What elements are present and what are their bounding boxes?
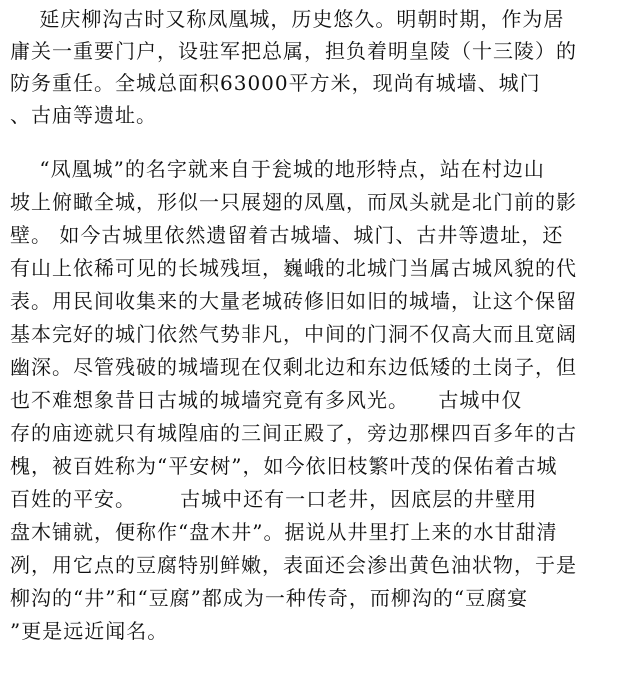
paragraph-1-line-1: 延庆柳沟古时又称凤凰城，历史悠久。明朝时期，作为居 [10, 7, 565, 31]
paragraph-2-line-7: 幽深。尽管残破的城墙现在仅剩北边和东边低矮的土岗子，但 [10, 355, 577, 379]
paragraph-2-line-11: 百姓的平安。 古城中还有一口老井，因底层的井壁用 [10, 487, 538, 511]
paragraph-1-line-2: 庸关一重要门户，设驻军把总属，担负着明皇陵（十三陵）的 [10, 39, 577, 63]
paragraph-1-line-4: 、古庙等遗址。 [10, 103, 157, 127]
paragraph-2-line-3: 壁。 如今古城里依然遗留着古城墙、城门、古井等遗址，还 [10, 223, 564, 247]
paragraph-2-line-1: “凤凰城”的名字就来自于瓮城的地形特点，站在村边山 [10, 157, 545, 181]
paragraph-2-line-13: 冽，用它点的豆腐特别鲜嫩，表面还会渗出黄色油状物，于是 [10, 553, 577, 577]
paragraph-2-line-15: ”更是远近闻名。 [10, 619, 169, 643]
paragraph-2-line-9: 存的庙迹就只有城隍庙的三间正殿了，旁边那棵四百多年的古 [10, 421, 577, 445]
paragraph-2-line-6: 基本完好的城门依然气势非凡，中间的门洞不仅高大而且宽阔 [10, 322, 577, 346]
paragraph-1-line-3: 防务重任。全城总面积63000平方米，现尚有城墙、城门 [10, 71, 541, 95]
paragraph-2-line-8: 也不难想象昔日古城的城墙究竟有多风光。 古城中仅 [10, 388, 523, 412]
paragraph-2-line-2: 坡上俯瞰全城，形似一只展翅的凤凰，而凤头就是北门前的影 [10, 190, 577, 214]
paragraph-2-line-4: 有山上依稀可见的长城残垣，巍峨的北城门当属古城风貌的代 [10, 256, 577, 280]
paragraph-2-line-14: 柳沟的“井”和“豆腐”都成为一种传奇，而柳沟的“豆腐宴 [10, 586, 529, 610]
paragraph-2-line-5: 表。用民间收集来的大量老城砖修旧如旧的城墙，让这个保留 [10, 289, 577, 313]
paragraph-2-line-12: 盘木铺就，便称作“盘木井”。据说从井里打上来的水甘甜清 [10, 520, 558, 544]
paragraph-2-line-10: 槐，被百姓称为“平安树”，如今依旧枝繁叶茂的保佑着古城 [10, 454, 558, 478]
